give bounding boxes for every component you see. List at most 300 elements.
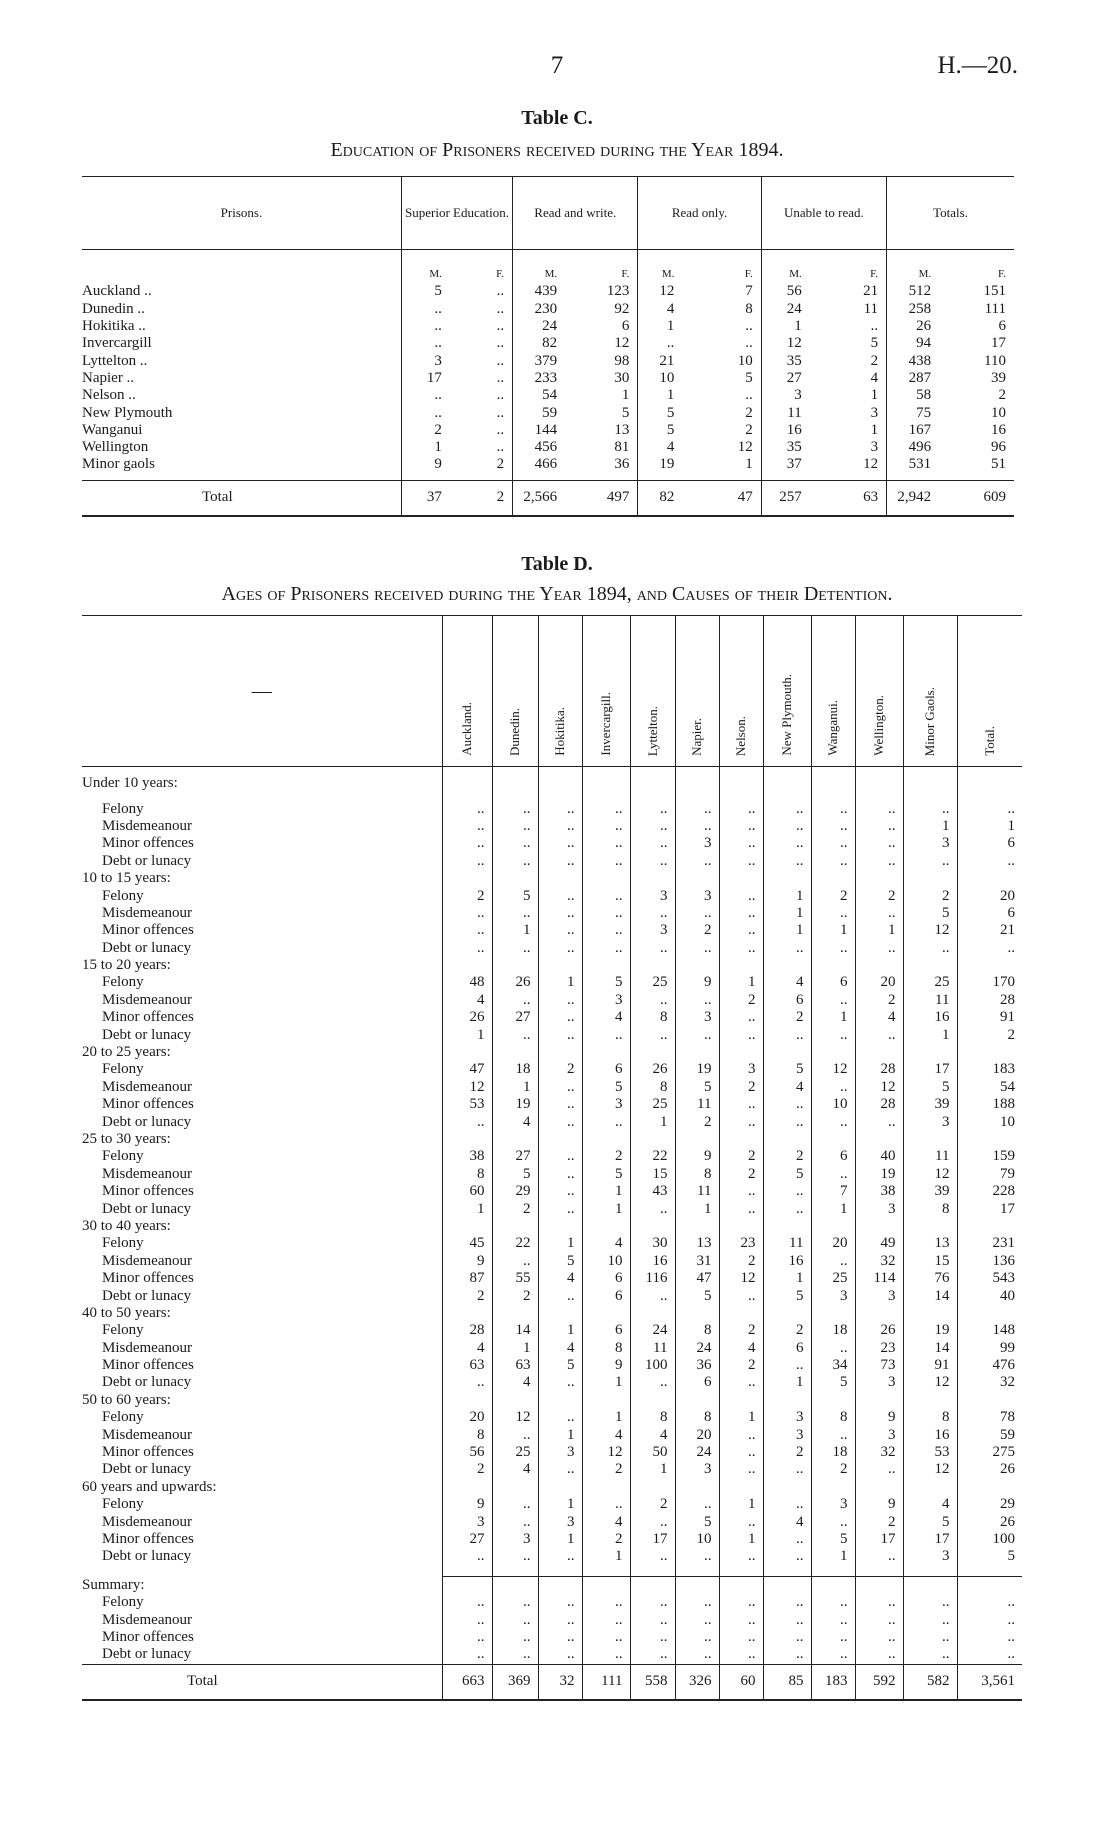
table-cell: 11 (903, 992, 957, 1009)
blank-cell (719, 1479, 763, 1496)
prison-name: Nelson .. (82, 387, 136, 404)
table-cell: .. (957, 1611, 1022, 1628)
table-row (82, 1096, 1022, 1113)
table-cell: 1 (719, 974, 763, 991)
female-subheader: F. (496, 268, 505, 281)
blank-cell (582, 1131, 630, 1148)
table-row (82, 387, 1014, 404)
table-cell: .. (763, 1026, 811, 1043)
table-cell: 23 (855, 1340, 903, 1357)
blank-cell (630, 1392, 675, 1409)
table-cell: .. (442, 818, 492, 835)
blank-cell (492, 1576, 538, 1594)
table-cell: 49 (855, 1235, 903, 1252)
table-cell: .. (582, 1646, 630, 1664)
group-label: Summary: (82, 1576, 145, 1593)
mf-subheader-row (82, 250, 1014, 284)
table-cell: 4 (582, 1235, 630, 1252)
blank-cell (855, 870, 903, 887)
blank-cell (492, 870, 538, 887)
table-cell: .. (675, 1026, 719, 1043)
table-cell: 19 (903, 1322, 957, 1339)
blank-cell (855, 1392, 903, 1409)
group-header-row (82, 1479, 1022, 1496)
table-cell: 5 (903, 905, 957, 922)
table-cell: 56 (442, 1444, 492, 1461)
table-cell: 6 (675, 1374, 719, 1391)
table-cell: 12 (855, 1079, 903, 1096)
table-cell: 91 (957, 1009, 1022, 1026)
table-cell: .. (811, 1113, 855, 1130)
table-cell: 5 (870, 335, 879, 352)
table-cell: 1 (492, 922, 538, 939)
table-cell: .. (496, 421, 505, 438)
blank-cell (719, 1131, 763, 1148)
blank-cell (675, 957, 719, 974)
table-cell: 1 (763, 905, 811, 922)
table-cell: .. (855, 800, 903, 817)
blank-cell (492, 1392, 538, 1409)
table-cell: 13 (675, 1235, 719, 1252)
blank-cell (442, 870, 492, 887)
table-cell: .. (903, 853, 957, 870)
table-cell: 3 (538, 1444, 582, 1461)
female-subheader: F. (870, 268, 879, 281)
blank-cell (903, 1479, 957, 1496)
total-cell: 37 (401, 480, 450, 516)
male-subheader: M. (401, 250, 450, 284)
male-subheader: M. (638, 250, 682, 284)
blank-cell (855, 1218, 903, 1235)
table-cell: 20 (675, 1426, 719, 1443)
table-cell: .. (763, 1531, 811, 1548)
table-cell: 110 (984, 352, 1006, 369)
group-header-row (82, 870, 1022, 887)
table-cell: .. (630, 1646, 675, 1664)
table-cell: .. (538, 887, 582, 904)
table-cell: 26 (442, 1009, 492, 1026)
column-header-label: New Plymouth. (779, 674, 794, 756)
table-cell: 7 (745, 283, 753, 300)
blank-cell (492, 1479, 538, 1496)
table-cell: .. (745, 335, 753, 352)
table-cell: 5 (811, 1531, 855, 1548)
table-cell: 26 (855, 1322, 903, 1339)
table-cell: .. (811, 992, 855, 1009)
table-cell: 2 (763, 1148, 811, 1165)
table-cell: .. (763, 1461, 811, 1478)
table-cell: 275 (957, 1444, 1022, 1461)
table-cell: .. (492, 905, 538, 922)
blank-cell (903, 1305, 957, 1322)
table-cell: 36 (675, 1357, 719, 1374)
spacer-row (82, 1566, 1022, 1577)
table-cell: 4 (442, 1340, 492, 1357)
blank-cell (492, 957, 538, 974)
table-cell: 2 (442, 1461, 492, 1478)
table-cell: .. (811, 1629, 855, 1646)
table-cell: .. (630, 818, 675, 835)
table-cell: 3 (492, 1531, 538, 1548)
table-cell: .. (496, 283, 505, 300)
table-cell: .. (538, 800, 582, 817)
table-cell: 3 (855, 1287, 903, 1304)
column-header (957, 616, 1022, 767)
group-header-row (82, 1576, 1022, 1594)
column-header: Superior Education. (401, 177, 512, 250)
table-cell: 56 (761, 283, 810, 300)
table-cell: 5 (638, 404, 682, 421)
table-row (82, 301, 1014, 318)
table-cell: .. (811, 853, 855, 870)
blank-cell (811, 1392, 855, 1409)
group-header-row (82, 1131, 1022, 1148)
blank-cell (811, 1576, 855, 1594)
table-cell: 2 (675, 1113, 719, 1130)
blank-cell (538, 1044, 582, 1061)
table-cell: 73 (855, 1357, 903, 1374)
table-row (82, 1357, 1022, 1374)
table-cell: .. (957, 940, 1022, 957)
table-cell: 1 (582, 1200, 630, 1217)
table-cell: 8 (582, 1340, 630, 1357)
column-header-label: Dunedin. (507, 707, 522, 756)
offence-label: Felony (102, 1322, 144, 1339)
male-subheader: M. (887, 250, 940, 284)
table-cell: .. (496, 352, 505, 369)
table-cell: .. (442, 1646, 492, 1664)
table-cell: 12 (903, 1461, 957, 1478)
table-cell: 4 (855, 1009, 903, 1026)
blank-cell (492, 767, 538, 801)
blank-cell (442, 1392, 492, 1409)
stub-header: — (82, 616, 442, 767)
table-cell: 3 (763, 1426, 811, 1443)
table-cell: .. (719, 800, 763, 817)
table-cell: .. (811, 1253, 855, 1270)
blank-cell (442, 1566, 492, 1577)
blank-cell (442, 1131, 492, 1148)
table-cell: .. (538, 1009, 582, 1026)
table-cell: 5 (957, 1548, 1022, 1565)
blank-cell (855, 957, 903, 974)
table-row (82, 422, 1014, 439)
table-cell: .. (811, 1594, 855, 1611)
table-cell: 1 (621, 387, 630, 404)
blank-cell (719, 1044, 763, 1061)
total-cell: 558 (630, 1664, 675, 1700)
table-cell: 24 (761, 301, 810, 318)
table-cell: 1 (492, 1079, 538, 1096)
table-cell: 36 (614, 456, 630, 473)
table-cell: 75 (887, 404, 940, 421)
table-cell: 4 (582, 1513, 630, 1530)
table-cell: 8 (630, 1009, 675, 1026)
blank-cell (675, 1131, 719, 1148)
table-cell: .. (855, 835, 903, 852)
blank-cell (538, 1218, 582, 1235)
table-cell: 1 (763, 887, 811, 904)
table-cell: .. (492, 1646, 538, 1664)
table-cell: 17 (903, 1531, 957, 1548)
table-cell: 17 (401, 370, 450, 387)
offence-label: Debt or lunacy (102, 852, 192, 869)
total-cell: 82 (638, 480, 682, 516)
offence-label: Debt or lunacy (102, 1200, 192, 1217)
table-cell: 8 (675, 1409, 719, 1426)
table-cell: .. (492, 1026, 538, 1043)
column-header (903, 616, 957, 767)
table-cell: 8 (675, 1322, 719, 1339)
blank-cell (763, 1044, 811, 1061)
ages-causes-table (82, 615, 1022, 1701)
table-row (82, 1166, 1022, 1183)
table-cell: .. (630, 992, 675, 1009)
table-cell: 15 (903, 1253, 957, 1270)
table-cell: 1 (492, 1340, 538, 1357)
table-cell: 12 (903, 922, 957, 939)
table-cell: 1 (538, 1426, 582, 1443)
table-cell: .. (903, 1646, 957, 1664)
table-cell: 34 (811, 1357, 855, 1374)
column-header-label: Auckland. (459, 702, 474, 756)
table-cell: 6 (811, 1148, 855, 1165)
table-cell: 11 (863, 300, 879, 317)
table-cell: 3 (903, 1113, 957, 1130)
table-cell: 3 (582, 1096, 630, 1113)
table-cell: 1 (957, 818, 1022, 835)
document-reference: H.—20. (937, 52, 1018, 79)
female-subheader: F. (998, 268, 1006, 281)
column-header-label: Minor Gaols. (922, 686, 937, 756)
table-cell: .. (719, 940, 763, 957)
table-row (82, 1183, 1022, 1200)
table-cell: 9 (675, 1148, 719, 1165)
table-cell: 4 (442, 992, 492, 1009)
table-cell: 1 (761, 318, 810, 335)
group-header-row (82, 957, 1022, 974)
table-cell: 5 (638, 422, 682, 439)
table-cell: 5 (538, 1357, 582, 1374)
total-cell: 60 (719, 1664, 763, 1700)
table-cell: .. (763, 1629, 811, 1646)
table-cell: 3 (675, 835, 719, 852)
table-cell: .. (496, 369, 505, 386)
table-cell: 5 (675, 1513, 719, 1530)
table-cell: 1 (582, 1374, 630, 1391)
table-cell: .. (538, 1594, 582, 1611)
table-cell: .. (957, 1594, 1022, 1611)
offence-label: Minor offences (102, 1357, 194, 1374)
table-cell: .. (811, 800, 855, 817)
blank-cell (957, 1392, 1022, 1409)
table-cell: .. (538, 1166, 582, 1183)
blank-cell (811, 1479, 855, 1496)
column-header: Prisons. (82, 177, 401, 250)
table-cell: .. (855, 1461, 903, 1478)
table-cell: 21 (957, 922, 1022, 939)
table-cell: 1 (719, 1409, 763, 1426)
table-cell: 19 (855, 1166, 903, 1183)
column-header (538, 616, 582, 767)
offence-label: Misdemeanour (102, 991, 192, 1008)
table-cell: .. (492, 1253, 538, 1270)
table-cell: .. (763, 940, 811, 957)
table-cell: 12 (903, 1374, 957, 1391)
table-cell: 9 (582, 1357, 630, 1374)
table-row (82, 1061, 1022, 1078)
table-cell: .. (630, 1200, 675, 1217)
table-cell: .. (675, 1629, 719, 1646)
table-cell: 159 (957, 1148, 1022, 1165)
blank-cell (442, 767, 492, 801)
table-cell: .. (492, 1611, 538, 1628)
offence-label: Misdemeanour (102, 904, 192, 921)
blank-cell (630, 1479, 675, 1496)
column-header-label: Wellington. (871, 695, 886, 756)
offence-label: Felony (102, 1594, 144, 1611)
table-cell: 26 (957, 1461, 1022, 1478)
table-d-title: Table D. (521, 553, 593, 575)
blank-cell (763, 1479, 811, 1496)
table-cell: 47 (675, 1270, 719, 1287)
table-cell: 3 (401, 352, 450, 369)
table-cell: 6 (582, 1061, 630, 1078)
table-cell: .. (811, 1079, 855, 1096)
table-cell: 4 (582, 1426, 630, 1443)
table-cell: .. (763, 1594, 811, 1611)
table-cell: 3 (719, 1061, 763, 1078)
table-cell: 1 (582, 1409, 630, 1426)
table-cell: .. (638, 335, 682, 352)
table-cell: .. (582, 800, 630, 817)
blank-cell (582, 1392, 630, 1409)
offence-label: Misdemeanour (102, 1339, 192, 1356)
blank-cell (811, 767, 855, 801)
blank-cell (957, 1131, 1022, 1148)
total-cell: 326 (675, 1664, 719, 1700)
total-cell: 497 (565, 480, 638, 516)
table-cell: 1 (538, 1531, 582, 1548)
table-cell: 5 (763, 1166, 811, 1183)
table-cell: 2 (870, 352, 879, 369)
table-cell: 7 (811, 1183, 855, 1200)
table-cell: 82 (513, 335, 566, 352)
table-cell: 2 (719, 992, 763, 1009)
table-cell: 5 (903, 1513, 957, 1530)
table-cell: 1 (903, 818, 957, 835)
table-cell: 4 (763, 1079, 811, 1096)
blank-cell (957, 957, 1022, 974)
table-cell: 496 (887, 439, 940, 456)
table-cell: 32 (957, 1374, 1022, 1391)
blank-cell (582, 870, 630, 887)
table-cell: 38 (855, 1183, 903, 1200)
table-row (82, 1270, 1022, 1287)
blank-cell (630, 1044, 675, 1061)
blank-cell (538, 1392, 582, 1409)
table-cell: 3 (811, 1496, 855, 1513)
table-cell: .. (719, 1646, 763, 1664)
table-cell: .. (763, 1646, 811, 1664)
table-cell: 30 (614, 369, 630, 386)
table-cell: .. (719, 1096, 763, 1113)
table-cell: 15 (630, 1166, 675, 1183)
blank-cell (957, 1218, 1022, 1235)
table-cell: .. (492, 800, 538, 817)
blank-cell (492, 1305, 538, 1322)
blank-cell (855, 1566, 903, 1577)
table-cell: .. (855, 1629, 903, 1646)
blank-cell (903, 1566, 957, 1577)
table-cell: 13 (903, 1235, 957, 1252)
table-cell: 2 (630, 1496, 675, 1513)
table-row (82, 1287, 1022, 1304)
table-cell: .. (719, 818, 763, 835)
table-cell: 1 (763, 1374, 811, 1391)
table-cell: .. (492, 992, 538, 1009)
total-cell: 47 (682, 480, 761, 516)
table-cell: .. (538, 1183, 582, 1200)
table-cell: 78 (957, 1409, 1022, 1426)
total-cell: 592 (855, 1664, 903, 1700)
table-cell: .. (538, 1374, 582, 1391)
table-cell: .. (496, 439, 505, 456)
table-cell: 1 (630, 1461, 675, 1478)
table-cell: .. (675, 800, 719, 817)
table-cell: 3 (538, 1513, 582, 1530)
table-row (82, 800, 1022, 817)
table-cell: .. (492, 940, 538, 957)
table-cell: .. (957, 853, 1022, 870)
table-cell: 3 (630, 887, 675, 904)
blank-cell (630, 1131, 675, 1148)
blank-cell (957, 1566, 1022, 1577)
table-cell: .. (492, 1426, 538, 1443)
group-header-row (82, 1218, 1022, 1235)
table-cell: 26 (492, 974, 538, 991)
blank-cell (630, 1566, 675, 1577)
table-row (82, 940, 1022, 957)
table-cell: .. (538, 1113, 582, 1130)
table-cell: 466 (513, 456, 566, 480)
total-cell: 63 (810, 480, 887, 516)
table-cell: .. (855, 1548, 903, 1565)
table-cell: .. (763, 1496, 811, 1513)
prison-name: New Plymouth (82, 404, 173, 421)
table-cell: 114 (855, 1270, 903, 1287)
blank-cell (719, 870, 763, 887)
total-cell: 609 (939, 480, 1014, 516)
blank-cell (492, 1044, 538, 1061)
blank-cell (582, 1044, 630, 1061)
table-row (82, 905, 1022, 922)
table-cell: .. (630, 1611, 675, 1628)
table-cell: .. (855, 905, 903, 922)
table-cell: 2 (496, 456, 505, 473)
table-cell: 27 (492, 1009, 538, 1026)
blank-cell (719, 1566, 763, 1577)
table-cell: 3 (855, 1200, 903, 1217)
offence-label: Felony (102, 1409, 144, 1426)
table-cell: 4 (492, 1113, 538, 1130)
total-cell: 257 (761, 480, 810, 516)
blank-cell (957, 1576, 1022, 1594)
blank-cell (903, 1131, 957, 1148)
table-cell: 2 (855, 887, 903, 904)
offence-label: Felony (102, 1235, 144, 1252)
table-cell: 8 (442, 1166, 492, 1183)
